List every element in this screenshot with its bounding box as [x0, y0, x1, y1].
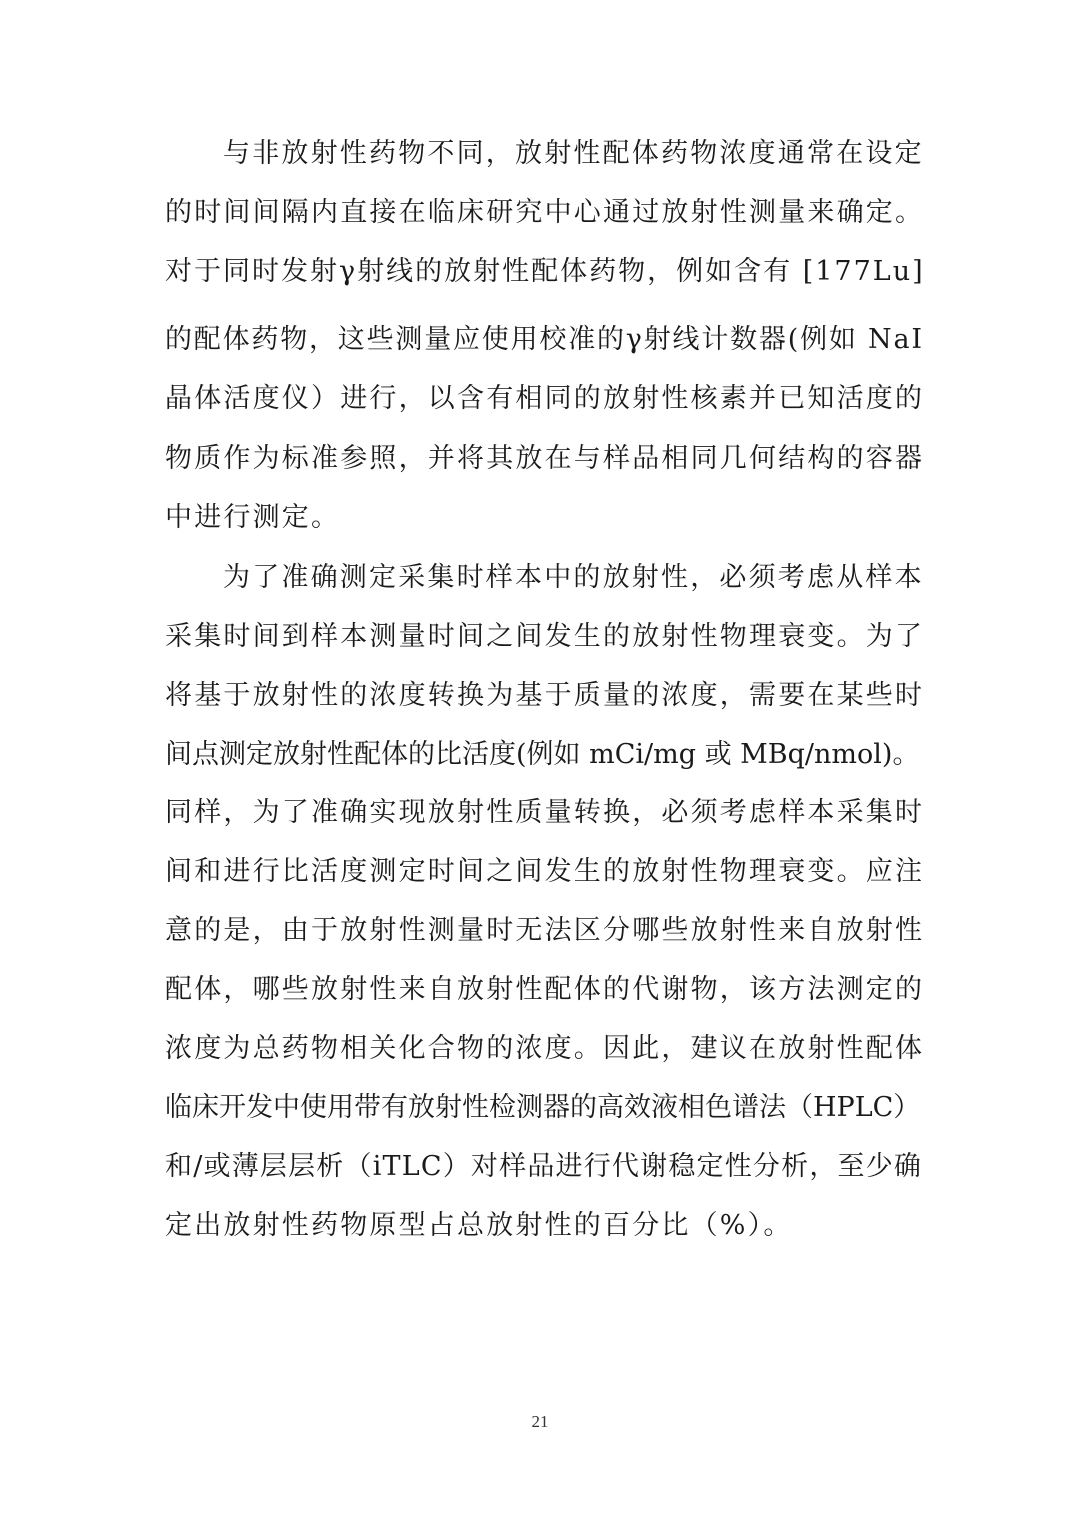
text-line: 间和进行比活度测定时间之间发生的放射性物理衰变。应注	[165, 856, 925, 887]
text-line: 对于同时发射γ射线的放射性配体药物，例如含有 [177Lu]	[165, 256, 925, 287]
text-line: 将基于放射性的浓度转换为基于质量的浓度，需要在某些时	[165, 680, 925, 711]
text-line: 中进行测定。	[165, 502, 341, 533]
text-line: 和/或薄层层析（iTLC）对样品进行代谢稳定性分析，至少确	[165, 1151, 923, 1182]
text-line: 的配体药物，这些测量应使用校准的γ射线计数器(例如 NaI	[165, 324, 924, 355]
text-line: 为了准确测定采集时样本中的放射性，必须考虑从样本	[223, 562, 924, 593]
text-line: 的时间间隔内直接在临床研究中心通过放射性测量来确定。	[165, 197, 925, 228]
page-number: 21	[531, 1412, 549, 1431]
text-line: 间点测定放射性配体的比活度(例如 mCi/mg 或 MBq/nmol)。	[165, 739, 920, 770]
text-line: 采集时间到样本测量时间之间发生的放射性物理衰变。为了	[165, 621, 925, 652]
text-line: 意的是，由于放射性测量时无法区分哪些放射性来自放射性	[165, 915, 925, 946]
text-line: 浓度为总药物相关化合物的浓度。因此，建议在放射性配体	[165, 1033, 925, 1064]
text-line: 定出放射性药物原型占总放射性的百分比（%）。	[165, 1210, 793, 1241]
text-line: 与非放射性药物不同，放射性配体药物浓度通常在设定	[223, 138, 924, 169]
text-line: 临床开发中使用带有放射性检测器的高效液相色谱法（HPLC）	[165, 1092, 921, 1123]
text-line: 同样，为了准确实现放射性质量转换，必须考虑样本采集时	[165, 797, 925, 828]
text-line: 配体，哪些放射性来自放射性配体的代谢物，该方法测定的	[165, 974, 925, 1005]
text-line: 晶体活度仪）进行，以含有相同的放射性核素并已知活度的	[165, 383, 925, 414]
text-line: 物质作为标准参照，并将其放在与样品相同几何结构的容器	[165, 443, 925, 474]
